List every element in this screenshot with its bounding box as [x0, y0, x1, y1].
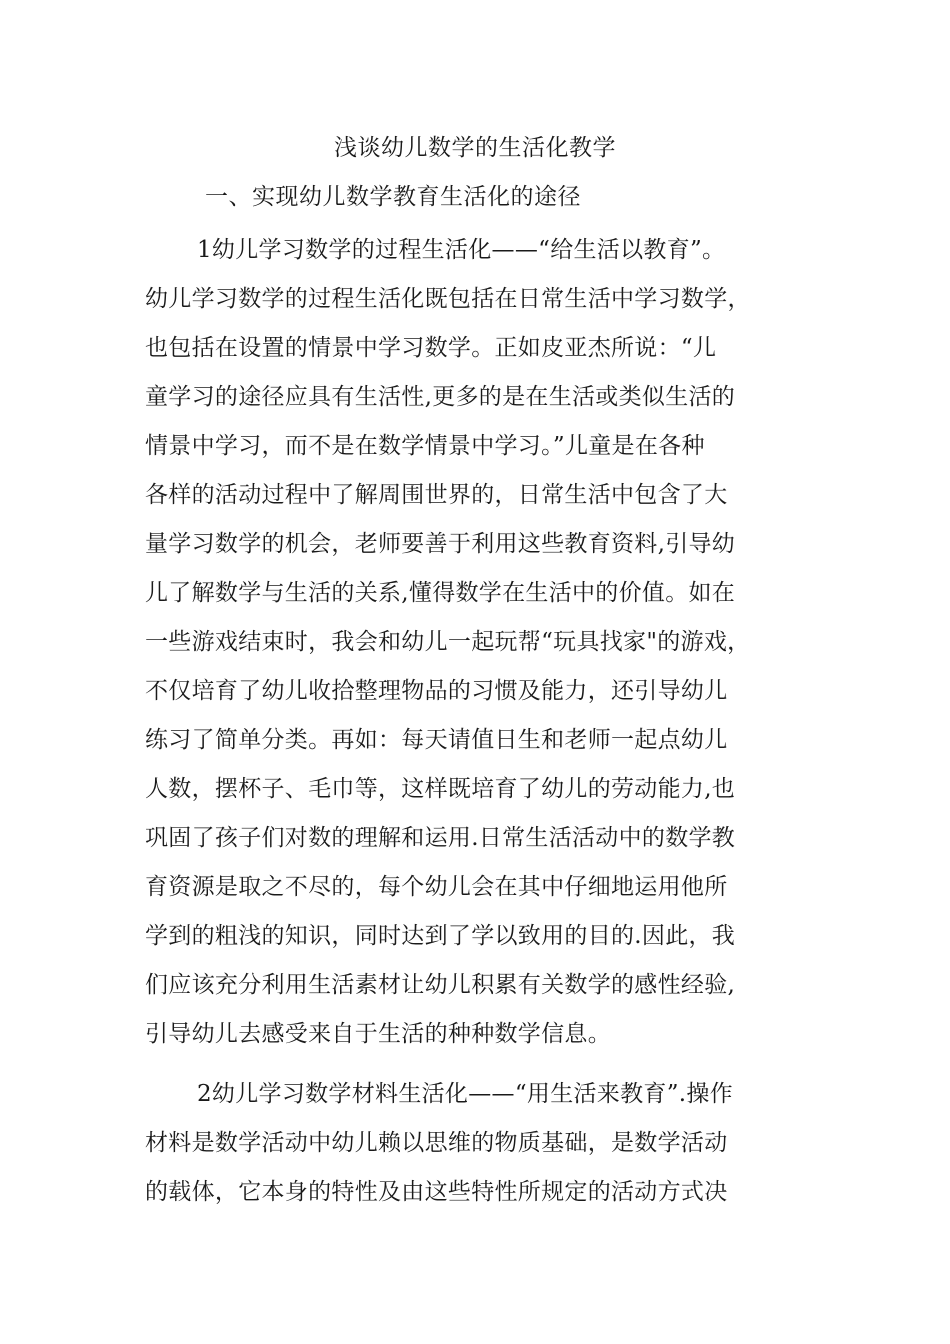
paragraph-line: 不仅培育了幼儿收拾整理物品的习惯及能力，还引导幼儿 [145, 678, 728, 704]
paragraph-line: 巩固了孩子们对数的理解和运用.日常生活活动中的数学教 [145, 825, 736, 851]
paragraph-line: 童学习的途径应具有生活性,更多的是在生活或类似生活的 [145, 384, 736, 410]
section-heading: 一、实现幼儿数学教育生活化的途径 [205, 184, 581, 210]
paragraph-line: 1幼儿学习数学的过程生活化——“给生活以教育”。 [197, 237, 726, 263]
paragraph-line: 育资源是取之不尽的，每个幼儿会在其中仔细地运用他所 [145, 874, 728, 900]
paragraph-line: 学到的粗浅的知识，同时达到了学以致用的目的.因此，我 [145, 923, 736, 949]
paragraph-line: 们应该充分利用生活素材让幼儿积累有关数学的感性经验, [145, 972, 736, 998]
paragraph-line: 一些游戏结束时，我会和幼儿一起玩帮“玩具找家"的游戏， [145, 629, 751, 655]
paragraph-line: 人数，摆杯子、毛巾等，这样既培育了幼儿的劳动能力,也 [145, 776, 736, 802]
paragraph-line: 材料是数学活动中幼儿赖以思维的物质基础，是数学活动 [145, 1130, 728, 1156]
document-title: 浅谈幼儿数学的生活化教学 [334, 135, 616, 161]
paragraph-line: 儿了解数学与生活的关系,懂得数学在生活中的价值。如在 [145, 580, 736, 606]
paragraph-line: 练习了简单分类。再如：每天请值日生和老师一起点幼儿 [145, 727, 728, 753]
paragraph-2 [145, 1070, 810, 1217]
paragraph-line: 引导幼儿去感受来自于生活的种种数学信息。 [145, 1021, 611, 1047]
paragraph-line: 的载体，它本身的特性及由这些特性所规定的活动方式决 [145, 1179, 728, 1205]
paragraph-line: 2幼儿学习数学材料生活化——“用生活来教育”.操作 [197, 1081, 733, 1107]
paragraph-1 [145, 226, 810, 1059]
paragraph-line: 也包括在设置的情景中学习数学。正如皮亚杰所说：“儿 [145, 335, 717, 361]
paragraph-line: 各样的活动过程中了解周围世界的，日常生活中包含了大 [145, 482, 728, 508]
paragraph-line: 情景中学习，而不是在数学情景中学习。”儿童是在各种 [145, 433, 705, 459]
paragraph-line: 量学习数学的机会，老师要善于利用这些教育资料,引导幼 [145, 531, 736, 557]
paragraph-line: 幼儿学习数学的过程生活化既包括在日常生活中学习数学， [145, 286, 751, 312]
